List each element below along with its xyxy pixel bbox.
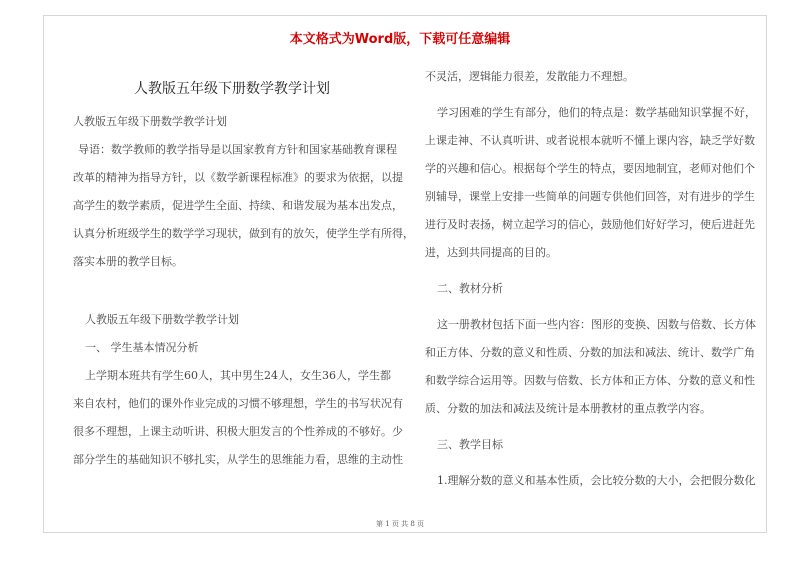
para-line: 上学期本班共有学生60人，其中男生24人，女生36人，学生都 bbox=[85, 369, 391, 382]
para-line: 进行及时表扬，树立起学习的信心，鼓励他们好好学习，使后进赶先 bbox=[425, 218, 755, 231]
intro-line: 高学生的数学素质，促进学生全面、持续、和谐发展为基本出发点， bbox=[73, 199, 403, 212]
para-line: 来自农村，他们的课外作业完成的习惯不够理想，学生的书写状况有 bbox=[73, 397, 403, 410]
subtitle: 人教版五年级下册数学教学计划 bbox=[73, 115, 227, 128]
para-line: 1.理解分数的意义和基本性质，会比较分数的大小，会把假分数化 bbox=[437, 474, 756, 487]
intro-line: 落实本册的教学目标。 bbox=[73, 255, 183, 268]
para-line: 上课走神、不认真听讲、或者说根本就听不懂上课内容，缺乏学好数 bbox=[425, 134, 755, 147]
para-line: 和正方体、分数的意义和性质、分数的加法和减法、统计、数学广角 bbox=[425, 346, 755, 359]
page-number: 第 1 页 共 8 页 bbox=[375, 520, 425, 528]
left-column bbox=[73, 108, 413, 474]
section-heading: 一、 学生基本情况分析 bbox=[85, 341, 199, 354]
intro-line: 导语：数学教师的教学指导是以国家教育方针和国家基础教育课程 bbox=[78, 143, 397, 156]
para-line: 进，达到共同提高的目的。 bbox=[425, 246, 557, 259]
intro-line: 认真分析班级学生的数学学习现状，做到有的放矢，使学生学有所得， bbox=[73, 227, 414, 240]
para-line: 别辅导，课堂上安排一些简单的问题专供他们回答，对有进步的学生 bbox=[425, 190, 755, 203]
subtitle-repeat: 人教版五年级下册数学教学计划 bbox=[85, 313, 239, 326]
para-line: 学习困难的学生有部分，他们的特点是：数学基础知识掌握不好， bbox=[437, 106, 756, 119]
document-title: 人教版五年级下册数学教学计划 bbox=[134, 81, 330, 97]
para-line: 和数学综合运用等。因数与倍数、长方体和正方体、分数的意义和性 bbox=[425, 374, 755, 387]
format-banner: 本文格式为Word版，下载可任意编辑 bbox=[289, 32, 511, 47]
para-line: 不灵活，逻辑能力很差，发散能力不理想。 bbox=[425, 70, 634, 83]
para-line: 部分学生的基础知识不够扎实，从学生的思维能力看，思维的主动性 bbox=[73, 453, 403, 466]
para-line: 这一册教材包括下面一些内容：图形的变换、因数与倍数、长方体 bbox=[437, 318, 756, 331]
para-line: 很多不理想，上课主动听讲、积极大胆发言的个性养成的不够好。少 bbox=[73, 425, 403, 438]
right-column bbox=[425, 63, 770, 495]
intro-line: 改革的精神为指导方针，以《数学新课程标准》的要求为依据，以提 bbox=[73, 171, 403, 184]
section-heading: 三、教学目标 bbox=[437, 438, 503, 451]
para-line: 质、分数的加法和减法及统计是本册教材的重点教学内容。 bbox=[425, 402, 711, 415]
para-line: 学的兴趣和信心。根据每个学生的特点，要因地制宜，老师对他们个 bbox=[425, 162, 755, 175]
section-heading: 二、教材分析 bbox=[437, 282, 503, 295]
